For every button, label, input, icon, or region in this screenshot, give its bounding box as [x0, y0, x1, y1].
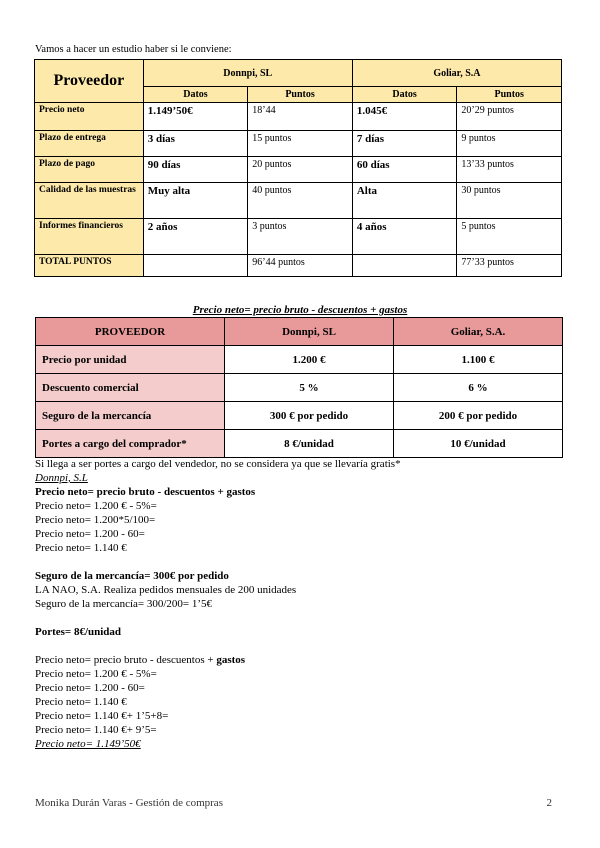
row-label: Precio por unidad [36, 346, 225, 374]
cell-value: 13’33 puntos [457, 157, 562, 183]
points-table [34, 59, 562, 277]
supplier-b-header: Goliar, S.A. [394, 318, 563, 346]
footer-author: Monika Durán Varas - Gestión de compras [35, 797, 223, 809]
cell-value: 7 días [352, 131, 457, 157]
cell-value: 96’44 puntos [248, 255, 353, 277]
calc-line: Precio neto= 1.200*5/100= [35, 514, 156, 526]
table-row [35, 157, 562, 183]
cell-value: 300 € por pedido [225, 402, 394, 430]
cell-value: 1.149’50€ [143, 103, 248, 131]
cell-value: 5 puntos [457, 219, 562, 255]
table-row [36, 402, 563, 430]
intro-text: Vamos a hacer un estudio haber si le conviene: [35, 44, 232, 55]
seguro-line: Seguro de la mercancía= 300/200= 1’5€ [35, 598, 213, 610]
cell-value: 3 puntos [248, 219, 353, 255]
cell-value: 10 €/unidad [394, 430, 563, 458]
formula-plain: Precio neto= precio bruto - descuentos + [35, 654, 217, 666]
table-corner: Proveedor [35, 60, 144, 103]
cell-value: 77’33 puntos [457, 255, 562, 277]
calc-line: Precio neto= 1.200 € - 5%= [35, 500, 157, 512]
row-label: TOTAL PUNTOS [35, 255, 144, 277]
row-label: Calidad de las muestras [35, 183, 144, 219]
cell-value: 1.045€ [352, 103, 457, 131]
supplier-a-header: Donnpi, SL [225, 318, 394, 346]
row-label: Plazo de pago [35, 157, 144, 183]
supplier-a-header: Donnpi, SL [143, 60, 352, 87]
cell-value: 200 € por pedido [394, 402, 563, 430]
table-row [36, 430, 563, 458]
calculation-body [35, 457, 401, 751]
formula-title: Precio neto= precio bruto - descuentos + gastos [192, 304, 408, 316]
row-label: Precio neto [35, 103, 144, 131]
cell-value: 8 €/unidad [225, 430, 394, 458]
price-table [35, 317, 563, 458]
portes-title: Portes= 8€/unidad [35, 626, 122, 638]
row-label: Seguro de la mercancía [36, 402, 225, 430]
cell-value: 60 días [352, 157, 457, 183]
table-row [35, 103, 562, 131]
formula-bold: gastos [216, 654, 246, 666]
result-line: Precio neto= 1.149’50€ [35, 738, 141, 750]
formula-line: Precio neto= precio bruto - descuentos + gastos [35, 486, 256, 498]
cell-value: Muy alta [143, 183, 248, 219]
calc-line: Precio neto= 1.140 €+ 1’5+8= [35, 710, 169, 722]
row-label: Plazo de entrega [35, 131, 144, 157]
cell-value: 4 años [352, 219, 457, 255]
cell-value: 1.200 € [225, 346, 394, 374]
seguro-title: Seguro de la mercancía= 300€ por pedido [35, 570, 229, 582]
cell-value: 30 puntos [457, 183, 562, 219]
row-label: Portes a cargo del comprador* [36, 430, 225, 458]
cell-value: 2 años [143, 219, 248, 255]
cell-value: 20’29 puntos [457, 103, 562, 131]
cell-value: 1.100 € [394, 346, 563, 374]
table-row [36, 374, 563, 402]
cell-value: 5 % [225, 374, 394, 402]
table-row [35, 60, 562, 87]
sub-puntos-b: Puntos [457, 87, 562, 103]
cell-value [352, 255, 457, 277]
table-row [35, 219, 562, 255]
row-label: Descuento comercial [36, 374, 225, 402]
sub-puntos-a: Puntos [248, 87, 353, 103]
supplier-b-header: Goliar, S.A [352, 60, 561, 87]
seguro-line: LA NAO, S.A. Realiza pedidos mensuales de 200 unidades [35, 584, 297, 596]
table-row [35, 183, 562, 219]
cell-value: 9 puntos [457, 131, 562, 157]
table-row [36, 346, 563, 374]
note-text: Si llega a ser portes a cargo del vendedor, no se considera ya que se llevaría gratis* [35, 458, 401, 470]
cell-value: 15 puntos [248, 131, 353, 157]
sub-datos-b: Datos [352, 87, 457, 103]
calc-line: Precio neto= 1.200 - 60= [35, 682, 145, 694]
calc-line: Precio neto= 1.140 € [35, 696, 127, 708]
company-heading: Donnpi, S.L [35, 472, 88, 484]
calc-line: Precio neto= 1.140 € [35, 542, 127, 554]
cell-value: 18’44 [248, 103, 353, 131]
page-number: 2 [546, 797, 552, 809]
cell-value [143, 255, 248, 277]
cell-value: 6 % [394, 374, 563, 402]
cell-value: 3 días [143, 131, 248, 157]
calc-line: Precio neto= 1.200 € - 5%= [35, 668, 157, 680]
cell-value: 40 puntos [248, 183, 353, 219]
table-row [35, 255, 562, 277]
cell-value: 90 días [143, 157, 248, 183]
cell-value: 20 puntos [248, 157, 353, 183]
table-row [35, 131, 562, 157]
calc-line: Precio neto= 1.200 - 60= [35, 528, 145, 540]
table-corner: PROVEEDOR [36, 318, 225, 346]
row-label: Informes financieros [35, 219, 144, 255]
table-row [36, 318, 563, 346]
calc-line: Precio neto= 1.140 €+ 9’5= [35, 724, 157, 736]
cell-value: Alta [352, 183, 457, 219]
sub-datos-a: Datos [143, 87, 248, 103]
formula-line [35, 653, 401, 667]
